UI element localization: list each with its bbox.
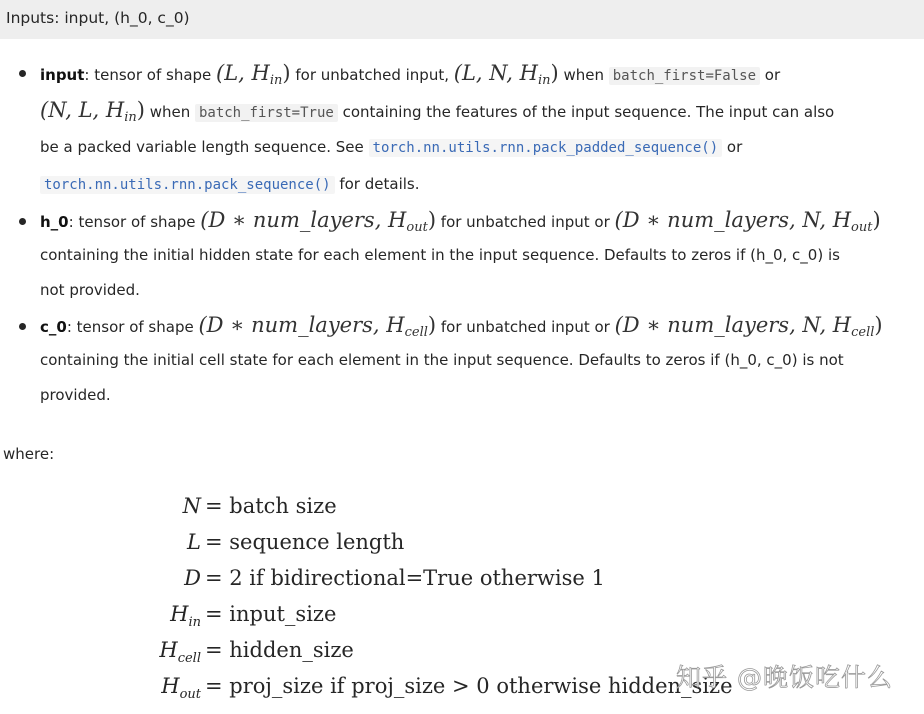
bullet-dot	[19, 70, 26, 77]
param-name-input: input	[40, 66, 85, 84]
param-h0-line-3: not provided.	[40, 281, 140, 299]
watermark: 知乎 @晚饭吃什么	[676, 663, 893, 692]
equation-row	[0, 602, 924, 632]
link-pack-padded-sequence[interactable]: torch.nn.utils.rnn.pack_padded_sequence()	[369, 139, 723, 157]
param-h0-line-1: h_0: tensor of shape (D ∗ num_layers, $H_{out}$) for unbatched input or (D ∗ num_layers, N, $H_{out}$)	[40, 208, 881, 235]
equation-definition: = input_size	[205, 602, 337, 626]
param-c0-line-2: containing the initial cell state for each element in the input sequence. Defaults to zeros if (h_0, c_0) is not	[40, 351, 844, 369]
equation-symbol: $H_{out}$	[161, 674, 201, 702]
param-c0-line-1: c_0: tensor of shape (D ∗ num_layers, $H_{cell}$) for unbatched input or (D ∗ num_layers, N, $H_{cell}$)	[40, 313, 883, 340]
equation-definition: = proj_size if proj_size > 0 otherwise hidden_size	[205, 674, 733, 698]
math-shape: (D ∗ num_layers, N, $H_{cell}$)	[614, 313, 883, 340]
equation-symbol: L	[187, 530, 201, 554]
param-input-line-2: (N, L, $H_{in}$) when batch_first=True containing the features of the input sequence. The input can also	[40, 98, 835, 125]
equation-definition: = 2 if bidirectional=True otherwise 1	[205, 566, 605, 590]
math-shape: (N, L, $H_{in}$)	[40, 98, 145, 125]
param-c0-line-3: provided.	[40, 386, 111, 404]
math-shape: (D ∗ num_layers, N, $H_{out}$)	[614, 208, 881, 235]
param-name-c0: c_0	[40, 318, 67, 336]
code-batch-first-true: batch_first=True	[195, 104, 338, 122]
param-input-line-1: input: tensor of shape (L, $H_{in}$) for unbatched input, (L, N, $H_{in}$) when batch_first=False or	[40, 61, 781, 88]
equation-symbol: $H_{cell}$	[159, 638, 201, 666]
param-name-h0: h_0	[40, 213, 69, 231]
param-input-line-4: torch.nn.utils.rnn.pack_sequence() for details.	[40, 177, 419, 192]
bullet-dot	[19, 218, 26, 225]
equation-symbol: D	[184, 566, 201, 590]
equation-row	[0, 566, 924, 596]
section-header	[0, 0, 924, 39]
equation-symbol: N	[182, 494, 201, 518]
link-pack-sequence[interactable]: torch.nn.utils.rnn.pack_sequence()	[40, 176, 335, 194]
equation-definition: = batch size	[205, 494, 337, 518]
param-h0-line-2: containing the initial hidden state for each element in the input sequence. Defaults to zeros if (h_0, c_0) is	[40, 246, 840, 264]
equation-symbol: $H_{in}$	[170, 602, 201, 630]
math-shape: (L, $H_{in}$)	[216, 61, 291, 88]
bullet-dot	[19, 323, 26, 330]
math-shape: (D ∗ num_layers, $H_{cell}$)	[198, 313, 437, 340]
equation-row	[0, 530, 924, 560]
equation-definition: = hidden_size	[205, 638, 354, 662]
equation-row	[0, 494, 924, 524]
math-shape: (D ∗ num_layers, $H_{out}$)	[200, 208, 437, 235]
math-shape: (L, N, $H_{in}$)	[453, 61, 559, 88]
section-title: Inputs: input, (h_0, c_0)	[6, 9, 190, 27]
equation-definition: = sequence length	[205, 530, 405, 554]
param-input-line-3: be a packed variable length sequence. See torch.nn.utils.rnn.pack_padded_sequence() or	[40, 138, 743, 156]
code-batch-first-false: batch_first=False	[609, 67, 760, 85]
where-label: where:	[3, 445, 55, 463]
